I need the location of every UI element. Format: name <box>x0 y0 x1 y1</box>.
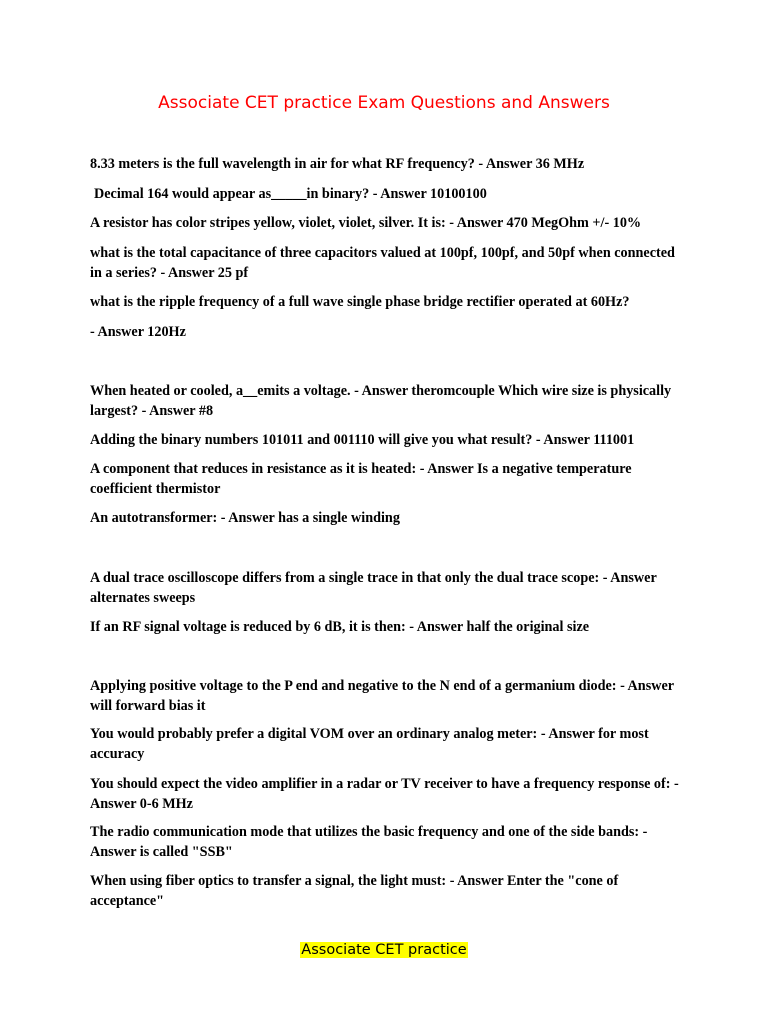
footer-highlighted-text: Associate CET practice <box>301 942 467 958</box>
qa-item: The radio communication mode that utilizes the basic frequency and one of the side bands: - Answer is called "SSB" <box>90 824 648 860</box>
qa-item: 8.33 meters is the full wavelength in air for what RF frequency? - Answer 36 MHz <box>90 156 585 172</box>
qa-item: When using fiber optics to transfer a signal, the light must: - Answer Enter the "cone of acceptance" <box>90 873 619 909</box>
document-title: Associate CET practice Exam Questions and Answers <box>158 93 610 113</box>
qa-item: A dual trace oscilloscope differs from a single trace in that only the dual trace scope: - Answer alternates sweeps <box>90 570 657 606</box>
qa-item: You would probably prefer a digital VOM over an ordinary analog meter: - Answer for most accuracy <box>90 726 649 762</box>
qa-item: A component that reduces in resistance as it is heated: - Answer Is a negative temperature coefficient thermistor <box>90 461 632 497</box>
qa-item: You should expect the video amplifier in a radar or TV receiver to have a frequency response of: - Answer 0-6 MHz <box>90 776 679 812</box>
qa-item: When heated or cooled, a__emits a voltage. - Answer theromcouple Which wire size is physically largest? - Answer #8 <box>90 383 672 419</box>
footer <box>0 940 768 960</box>
qa-item: A resistor has color stripes yellow, violet, violet, silver. It is: - Answer 470 MegOhm +/- 10% <box>90 215 642 231</box>
qa-item: Decimal 164 would appear as_____in binary? - Answer 10100100 <box>94 186 487 202</box>
qa-item: Applying positive voltage to the P end and negative to the N end of a germanium diode: - Answer will forward bias it <box>90 678 674 714</box>
qa-item: - Answer 120Hz <box>90 324 186 340</box>
qa-item: An autotransformer: - Answer has a single winding <box>90 510 400 526</box>
qa-item: what is the ripple frequency of a full wave single phase bridge rectifier operated at 60Hz? <box>90 294 630 310</box>
qa-item: Adding the binary numbers 101011 and 001110 will give you what result? - Answer 111001 <box>90 432 635 448</box>
qa-item: what is the total capacitance of three capacitors valued at 100pf, 100pf, and 50pf when connected in a series? - Answer 25 pf <box>90 245 675 281</box>
qa-item: If an RF signal voltage is reduced by 6 dB, it is then: - Answer half the original size <box>90 619 590 635</box>
